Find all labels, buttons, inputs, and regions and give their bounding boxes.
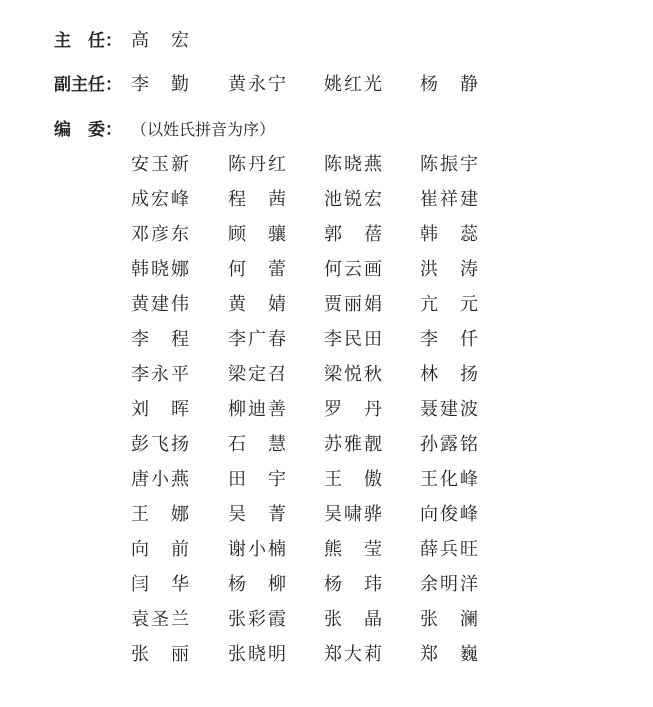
committee-member-name: 顾 骧 — [228, 224, 286, 245]
committee-member-name: 陈振宇 — [420, 154, 478, 175]
committee-member-name: 张 晶 — [324, 609, 382, 630]
committee-member-name: 余明洋 — [420, 574, 478, 595]
committee-member-name: 张 澜 — [420, 609, 478, 630]
committee-member-name: 罗 丹 — [324, 399, 382, 420]
committee-member-name: 吴 菁 — [228, 504, 286, 525]
committee-member-name: 熊 莹 — [324, 539, 382, 560]
deputy-director-name: 黄永宁 — [228, 74, 286, 95]
committee-member-name: 梁定召 — [228, 364, 286, 385]
committee-member-name: 张彩霞 — [228, 609, 286, 630]
committee-member-name: 向 前 — [131, 539, 189, 560]
committee-member-name: 邓彦东 — [131, 224, 189, 245]
committee-member-name: 郑大莉 — [324, 644, 382, 665]
committee-sort-note: （以姓氏拼音为序） — [131, 120, 276, 139]
committee-member-name: 安玉新 — [131, 154, 189, 175]
committee-member-name: 杨 柳 — [228, 574, 286, 595]
committee-member-name: 梁悦秋 — [324, 364, 382, 385]
committee-member-name: 林 扬 — [420, 364, 478, 385]
committee-member-name: 孙露铭 — [420, 434, 478, 455]
committee-member-name: 黄 婧 — [228, 294, 286, 315]
committee-member-name: 石 慧 — [228, 434, 286, 455]
committee-member-name: 张晓明 — [228, 644, 286, 665]
committee-member-name: 谢小楠 — [228, 539, 286, 560]
committee-member-name: 李民田 — [324, 329, 382, 350]
committee-member-name: 何 蕾 — [228, 259, 286, 280]
committee-member-name: 袁圣兰 — [131, 609, 189, 630]
committee-member-name: 亢 元 — [420, 294, 478, 315]
committee-member-name: 王化峰 — [420, 469, 478, 490]
deputy-director-name: 杨 静 — [420, 74, 478, 95]
committee-member-name: 黄建伟 — [131, 294, 189, 315]
committee-member-name: 彭飞扬 — [131, 434, 189, 455]
committee-member-name: 向俊峰 — [420, 504, 478, 525]
director-name: 高 宏 — [131, 30, 189, 51]
committee-member-name: 闫 华 — [131, 574, 189, 595]
committee-member-name: 薛兵旺 — [420, 539, 478, 560]
committee-member-name: 王 娜 — [131, 504, 189, 525]
committee-member-name: 郑 巍 — [420, 644, 478, 665]
committee-member-name: 柳迪善 — [228, 399, 286, 420]
committee-member-name: 洪 涛 — [420, 259, 478, 280]
committee-member-name: 成宏峰 — [131, 189, 189, 210]
committee-member-name: 王 傲 — [324, 469, 382, 490]
committee-member-name: 刘 晖 — [131, 399, 189, 420]
committee-member-name: 苏雅靓 — [324, 434, 382, 455]
committee-member-name: 池锐宏 — [324, 189, 382, 210]
committee-member-name: 陈丹红 — [228, 154, 286, 175]
committee-member-name: 韩晓娜 — [131, 259, 189, 280]
director-label: 主 任： — [54, 31, 122, 51]
deputy-director-name: 李 勤 — [131, 74, 189, 95]
committee-member-name: 吴啸骅 — [324, 504, 382, 525]
committee-label: 编 委： — [54, 120, 122, 140]
committee-member-name: 杨 玮 — [324, 574, 382, 595]
deputy-director-name: 姚红光 — [324, 74, 382, 95]
committee-member-name: 聂建波 — [420, 399, 478, 420]
committee-member-name: 唐小燕 — [131, 469, 189, 490]
committee-member-name: 程 茜 — [228, 189, 286, 210]
committee-member-name: 崔祥建 — [420, 189, 478, 210]
committee-member-name: 田 宇 — [228, 469, 286, 490]
committee-member-name: 张 丽 — [131, 644, 189, 665]
committee-member-name: 李广春 — [228, 329, 286, 350]
committee-member-name: 陈晓燕 — [324, 154, 382, 175]
committee-member-name: 李 程 — [131, 329, 189, 350]
deputy-director-label: 副主任： — [54, 75, 122, 95]
committee-member-name: 韩 蕊 — [420, 224, 478, 245]
committee-member-name: 李 仟 — [420, 329, 478, 350]
committee-member-name: 郭 蓓 — [324, 224, 382, 245]
committee-member-name: 李永平 — [131, 364, 189, 385]
committee-member-name: 何云画 — [324, 259, 382, 280]
committee-member-name: 贾丽娟 — [324, 294, 382, 315]
